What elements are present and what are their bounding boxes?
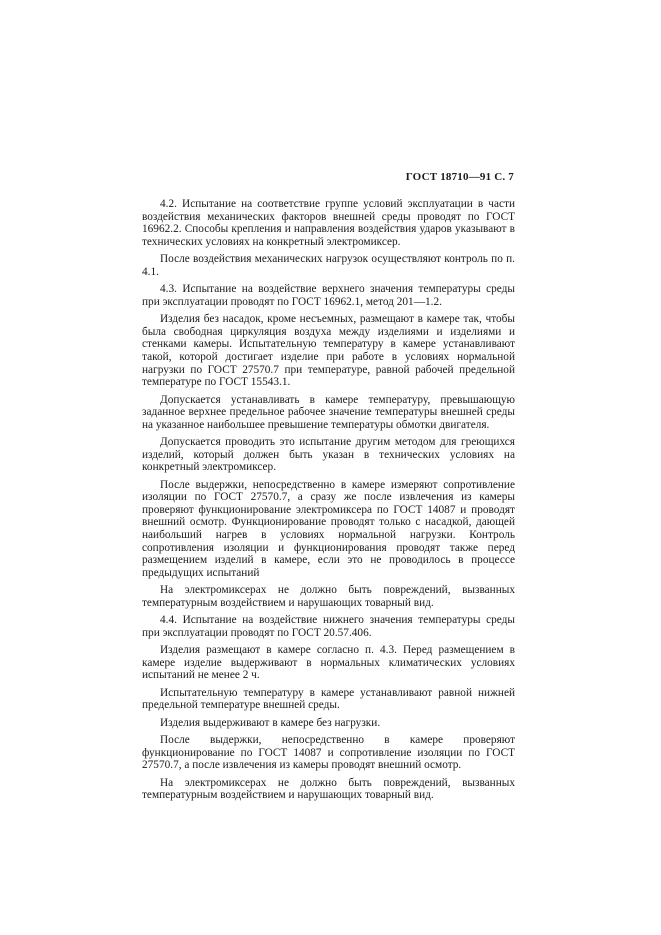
paragraph: 4.3. Испытание на воздействие верхнего значения температуры среды при эксплуатации проводят по ГОСТ 16962.1, метод 201—1.2. <box>142 283 515 308</box>
paragraph: После воздействия механических нагрузок осуществляют контроль по п. 4.1. <box>142 253 515 278</box>
page-header: ГОСТ 18710—91 С. 7 <box>405 171 514 183</box>
paragraph: Допускается устанавливать в камере температуру, превышающую заданное верхнее предельное рабочее значение температуры внешней среды на указанное наибольшее превышение температуры обмотки двигателя. <box>142 393 515 431</box>
paragraph: 4.4. Испытание на воздействие нижнего значения температуры среды при эксплуатации проводят по ГОСТ 20.57.406. <box>142 614 515 639</box>
document-body <box>142 198 515 807</box>
paragraph: На электромиксерах не должно быть повреждений, вызванных температурным воздействием и нарушающих товарный вид. <box>142 776 515 802</box>
paragraph: Изделия выдерживают в камере без нагрузки. <box>160 716 381 729</box>
paragraph: После выдержки, непосредственно в камере измеряют сопротивление изоляции по ГОСТ 27570.7, а сразу же после извлечения из камеры проверяют функционирование электромиксера по ГОСТ 14087 и проводят внешний осмотр. Функционирование проводят только с насадкой, дающей наибольший нагрев в условиях нормальной нагрузки. Контроль сопротивления изоляции и функционирования проводят также перед размещением изделий в камере, если это не проводилось в процессе предыдущих испытаний <box>142 478 515 579</box>
paragraph: Допускается проводить это испытание другим методом для греющихся изделий, который должен быть указан в технических условиях на конкретный электромиксер. <box>142 436 515 474</box>
paragraph: Изделия без насадок, кроме несъемных, размещают в камере так, чтобы была свободная циркуляция воздуха между изделиями и изделиями и стенками камеры. Испытательную температуру в камере устанавливают такой, которой достигает изделие при работе в условиях нормальной нагрузки по ГОСТ 27570.7 при температуре, равной рабочей предельной температуре по ГОСТ 15543.1. <box>142 313 515 389</box>
paragraph: На электромиксерах не должно быть повреждений, вызванных температурным воздействием и нарушающих товарный вид. <box>142 584 515 609</box>
paragraph: 4.2. Испытание на соответствие группе условий эксплуатации в части воздействия механических факторов внешней среды проводят по ГОСТ 16962.2. Способы крепления и направления воздействия ударов указывают в технических условиях на конкретный электромиксер. <box>142 198 515 248</box>
paragraph: Испытательную температуру в камере устанавливают равной нижней предельной температуре внешней среды. <box>142 686 515 712</box>
paragraph: После выдержки, непосредственно в камере проверяют функционирование по ГОСТ 14087 и сопротивление изоляции по ГОСТ 27570.7, а после извлечения из камеры проводят внешний осмотр. <box>142 734 515 772</box>
paragraph: Изделия размещают в камере согласно п. 4.3. Перед размещением в камере изделие выдерживают в нормальных климатических условиях испытаний не менее 2 ч. <box>142 644 515 682</box>
